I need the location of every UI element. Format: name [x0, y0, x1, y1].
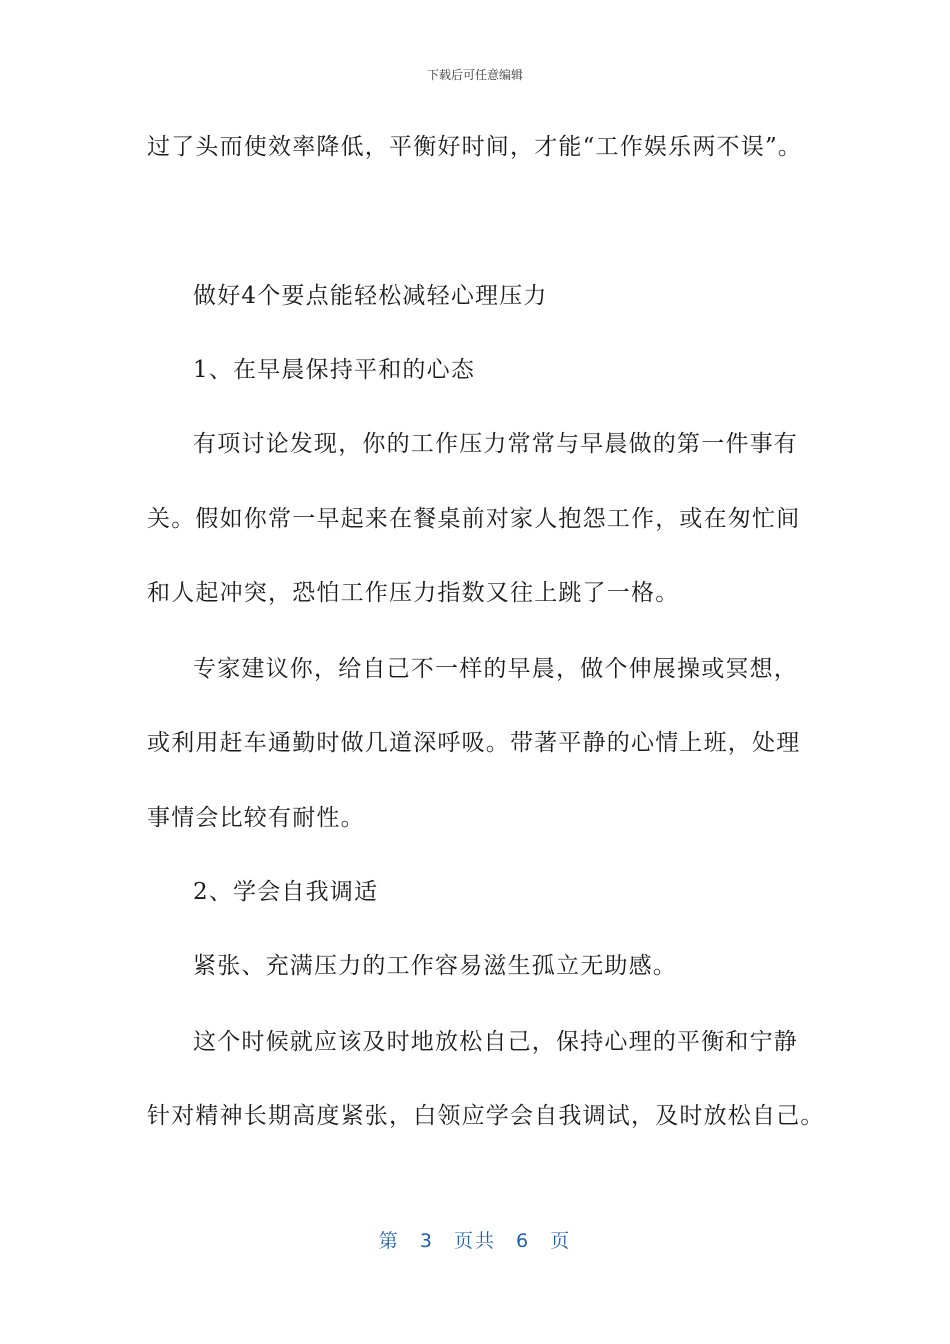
page-number: 3	[419, 1230, 434, 1252]
text-line: 和人起冲突，恐怕工作压力指数又往上跳了一格。	[147, 580, 680, 606]
text-line: 这个时候就应该及时地放松自己，保持心理的平衡和宁静	[193, 1029, 798, 1055]
total-pages: 6	[516, 1230, 531, 1252]
text-line: 紧张、充满压力的工作容易滋生孤立无助感。	[193, 953, 677, 979]
subheading: 1、在早晨保持平和的心态	[193, 357, 476, 383]
subheading: 2、学会自我调适	[193, 879, 379, 905]
text-line: 针对精神长期高度紧张，白领应学会自我调试，及时放松自己。	[147, 1103, 825, 1129]
page-label: 第	[378, 1230, 400, 1252]
page-header: 下载后可任意编辑	[426, 68, 523, 82]
page-footer	[0, 1226, 950, 1253]
section-heading: 做好4个要点能轻松减轻心理压力	[193, 283, 548, 309]
text-line: 过了头而使效率降低，平衡好时间，才能“工作娱乐两不误”。	[147, 134, 803, 160]
text-line: 关。假如你常一早起来在餐桌前对家人抱怨工作，或在匆忙间	[147, 506, 801, 532]
of-label: 页共	[453, 1230, 496, 1252]
page-suffix: 页	[550, 1230, 572, 1252]
text-line: 专家建议你，给自己不一样的早晨，做个伸展操或冥想，	[193, 656, 798, 682]
text-line: 有项讨论发现，你的工作压力常常与早晨做的第一件事有	[193, 431, 798, 457]
text-line: 或利用赶车通勤时做几道深呼吸。带著平静的心情上班，处理	[147, 730, 801, 756]
text-line: 事情会比较有耐性。	[147, 805, 365, 831]
